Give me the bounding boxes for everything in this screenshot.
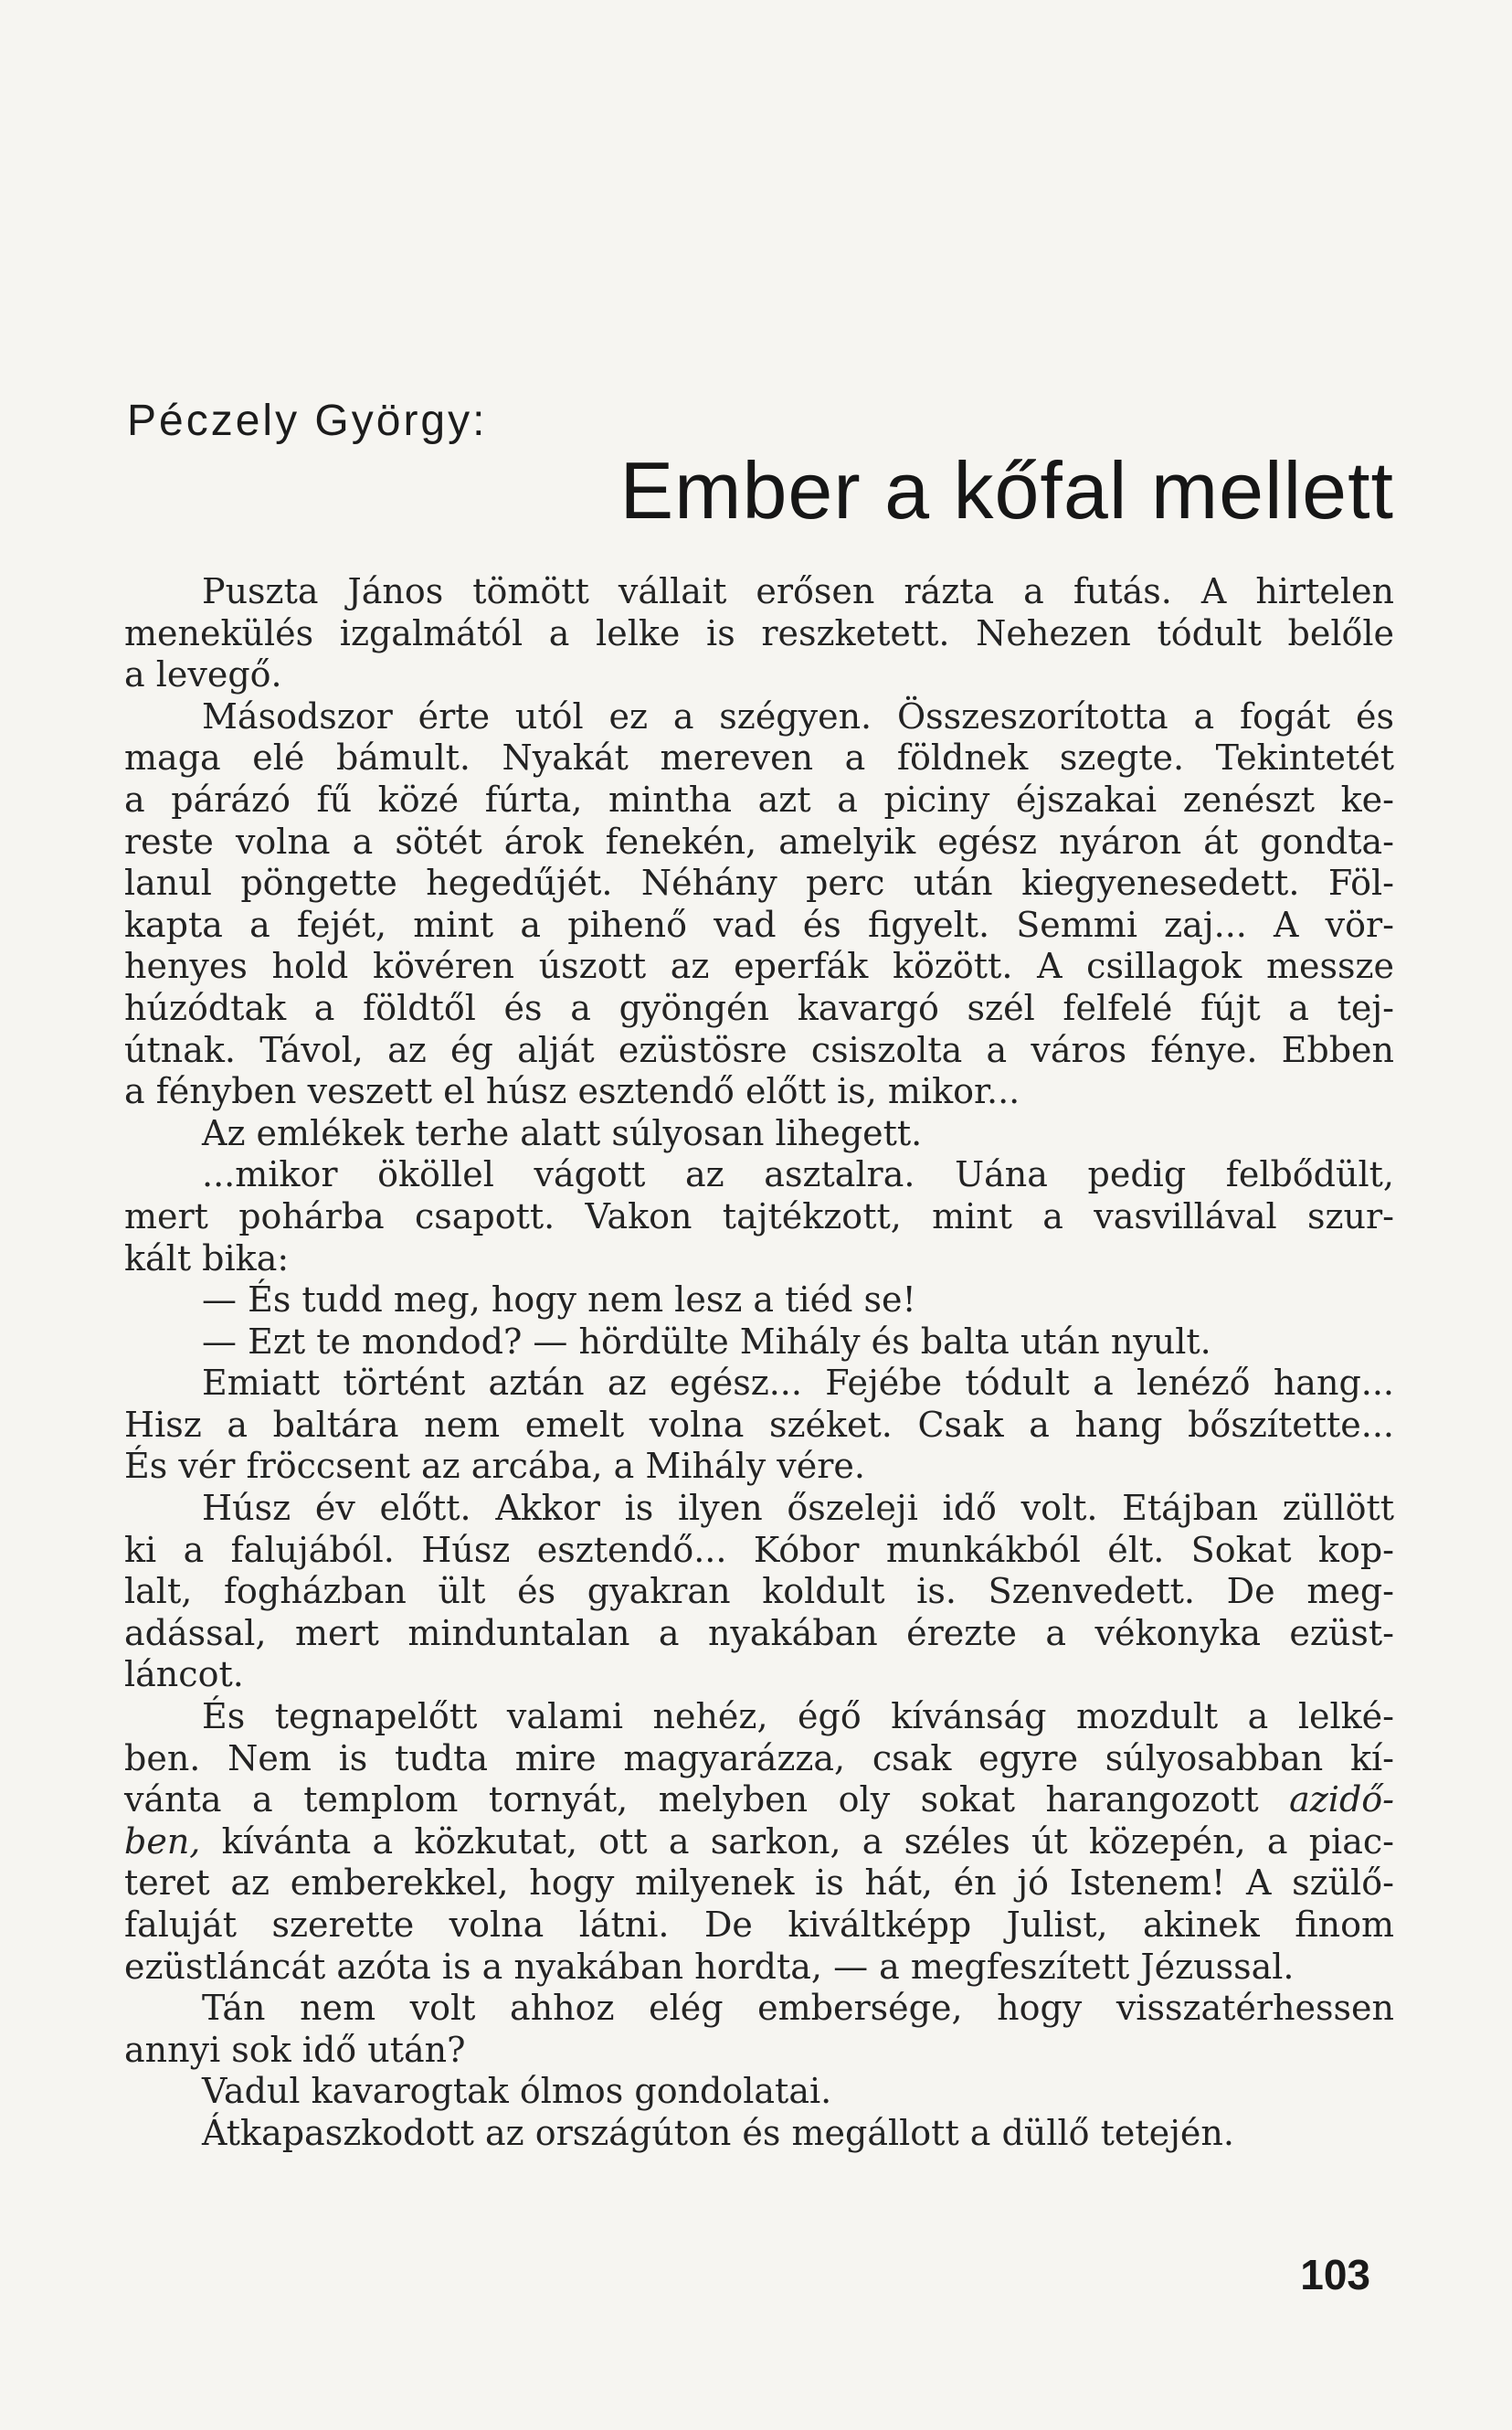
text-line: Hisz a baltára nem emelt volna széket. Csak a hang bőszítette... — [124, 1404, 1394, 1445]
text-line: Emiatt történt aztán az egész... Fejébe tódult a lenéző hang... — [202, 1363, 1394, 1404]
text-line: kált bika: — [124, 1237, 290, 1279]
text-line: lanul pöngette hegedűjét. Néhány perc után kiegyenesedett. Föl- — [124, 863, 1394, 904]
paragraph — [124, 1154, 1394, 1279]
text-line: ki a falujából. Húsz esztendő... Kóbor munkákból élt. Sokat kop- — [124, 1529, 1394, 1570]
text-line: húzódtak a földtől és a gyöngén kavargó szél felfelé fújt a tej- — [124, 987, 1394, 1028]
text-line: ...mikor ököllel vágott az asztalra. Uána pedig felbődült, — [202, 1154, 1394, 1195]
dialogue-line — [124, 1279, 1394, 1321]
text-line: a párázó fű közé fúrta, mintha azt a piciny éjszakai zenészt ke- — [124, 779, 1394, 820]
paragraph — [124, 1113, 1394, 1155]
italic-text: azidő- — [1289, 1779, 1394, 1820]
text-segment: kívánta a közkutat, ott a sarkon, a széles út közepén, a piac- — [200, 1820, 1394, 1862]
paragraph — [124, 1363, 1394, 1488]
paragraph — [124, 571, 1394, 696]
text-line: útnak. Távol, az ég alját ezüstösre csiszolta a város fénye. Ebben — [124, 1029, 1394, 1070]
author-name: Péczely György: — [127, 397, 488, 445]
text-line: Az emlékek terhe alatt súlyosan lihegett. — [202, 1112, 923, 1153]
text-line: Vadul kavarogtak ólmos gondolatai. — [202, 2071, 832, 2112]
story-text — [124, 571, 1394, 2155]
paragraph — [124, 2071, 1394, 2113]
story-title: Ember a kőfal mellett — [619, 445, 1394, 536]
text-line: És tegnapelőtt valami nehéz, égő kívánság mozdult a lelké- — [202, 1696, 1394, 1737]
text-line: kapta a fejét, mint a pihenő vad és figyelt. Semmi zaj... A vör- — [124, 904, 1394, 945]
text-line: adással, mert minduntalan a nyakában érezte a vékonyka ezüst- — [124, 1612, 1394, 1653]
text-segment: vánta a templom tornyát, melyben oly sokat harangozott — [124, 1779, 1290, 1820]
text-line: Átkapaszkodott az országúton és megállott a düllő tetején. — [202, 2112, 1234, 2153]
text-line: maga elé bámult. Nyakát mereven a földnek szegte. Tekintetét — [124, 737, 1394, 779]
text-line: — És tudd meg, hogy nem lesz a tiéd se! — [202, 1279, 916, 1321]
paragraph — [124, 1488, 1394, 1696]
text-line: Húsz év előtt. Akkor is ilyen őszeleji idő volt. Etájban züllött — [202, 1488, 1394, 1529]
text-line: ben. Nem is tudta mire magyarázza, csak egyre súlyosabban kí- — [124, 1737, 1394, 1778]
paragraph — [124, 696, 1394, 1113]
text-line: a levegő. — [124, 654, 282, 695]
text-line — [124, 1821, 1394, 1863]
text-line: láncot. — [124, 1654, 244, 1695]
text-line: teret az emberekkel, hogy milyenek is hát, én jó Istenem! A szülő- — [124, 1862, 1394, 1904]
text-line: a fényben veszett el húsz esztendő előtt is, mikor... — [124, 1071, 1020, 1112]
text-line: henyes hold kövéren úszott az eperfák között. A csillagok messze — [124, 946, 1394, 987]
text-line: annyi sok idő után? — [124, 2029, 466, 2070]
italic-text: ben, — [124, 1820, 201, 1862]
text-line: ezüstláncát azóta is a nyakában hordta, — a megfeszített Jézussal. — [124, 1946, 1295, 1987]
text-line: faluját szerette volna látni. De kiváltképp Julist, akinek finom — [124, 1905, 1394, 1945]
text-line: Másodszor érte utól ez a szégyen. Összeszorította a fogát és — [202, 695, 1394, 737]
paragraph — [124, 1696, 1394, 1988]
text-line: reste volna a sötét árok fenekén, amelyik egész nyáron át gondta- — [124, 821, 1394, 862]
page-number: 103 — [1300, 2251, 1370, 2298]
text-line: menekülés izgalmától a lelke is reszketett. Nehezen tódult belőle — [124, 612, 1394, 653]
text-line: Puszta János tömött vállait erősen rázta a futás. A hirtelen — [202, 571, 1394, 611]
paragraph — [124, 2113, 1394, 2155]
text-line: Tán nem volt ahhoz elég embersége, hogy visszatérhessen — [202, 1988, 1394, 2029]
text-line: mert pohárba csapott. Vakon tajtékzott, mint a vasvillával szur- — [124, 1195, 1394, 1236]
text-line — [124, 1779, 1394, 1821]
dialogue-line — [124, 1321, 1394, 1364]
text-line: És vér fröccsent az arcába, a Mihály vére. — [124, 1446, 865, 1487]
text-line: — Ezt te mondod? — hördülte Mihály és balta után nyult. — [202, 1321, 1211, 1362]
text-line: lalt, fogházban ült és gyakran koldult is. Szenvedett. De meg- — [124, 1571, 1394, 1612]
paragraph — [124, 1988, 1394, 2071]
